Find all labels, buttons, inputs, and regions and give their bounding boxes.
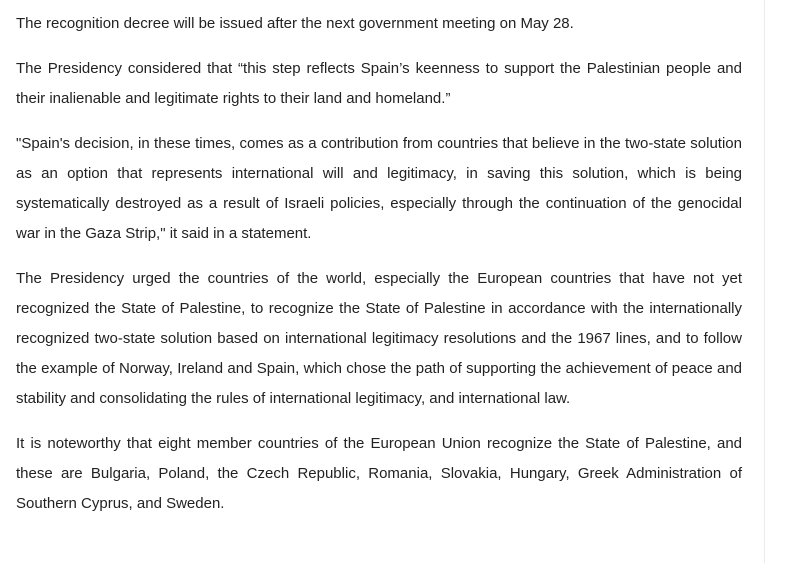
paragraph-presidency-considered: The Presidency considered that “this step reflects Spain’s keenness to support the Palestinian people and their inalienable and legitimate rights to their land and homeland.” xyxy=(16,60,742,107)
paragraph-presidency-urged: The Presidency urged the countries of the world, especially the European countries that have not yet recognized the State of Palestine, to recognize the State of Palestine in accordance with the internationally recognized two-state solution based on international legitimacy resolutions and the 1967 lines, and to follow the example of Norway, Ireland and Spain, which chose the path of supporting the achievement of peace and stability and consolidating the rules of international legitimacy, and international law. xyxy=(16,270,742,407)
paragraph-spain-decision-quote: "Spain's decision, in these times, comes as a contribution from countries that believe in the two-state solution as an option that represents international will and legitimacy, in saving this solution, which is being systematically destroyed as a result of Israeli policies, especially through the continuation of the genocidal war in the Gaza Strip," it said in a statement. xyxy=(16,135,742,242)
column-divider xyxy=(764,0,765,563)
paragraph-recognition-decree: The recognition decree will be issued after the next government meeting on May 28. xyxy=(16,15,574,32)
paragraph-eu-member-countries: It is noteworthy that eight member countries of the European Union recognize the State of Palestine, and these are Bulgaria, Poland, the Czech Republic, Romania, Slovakia, Hungary, Greek Administration of Southern Cyprus, and Sweden. xyxy=(16,435,742,512)
article-body xyxy=(16,0,742,519)
